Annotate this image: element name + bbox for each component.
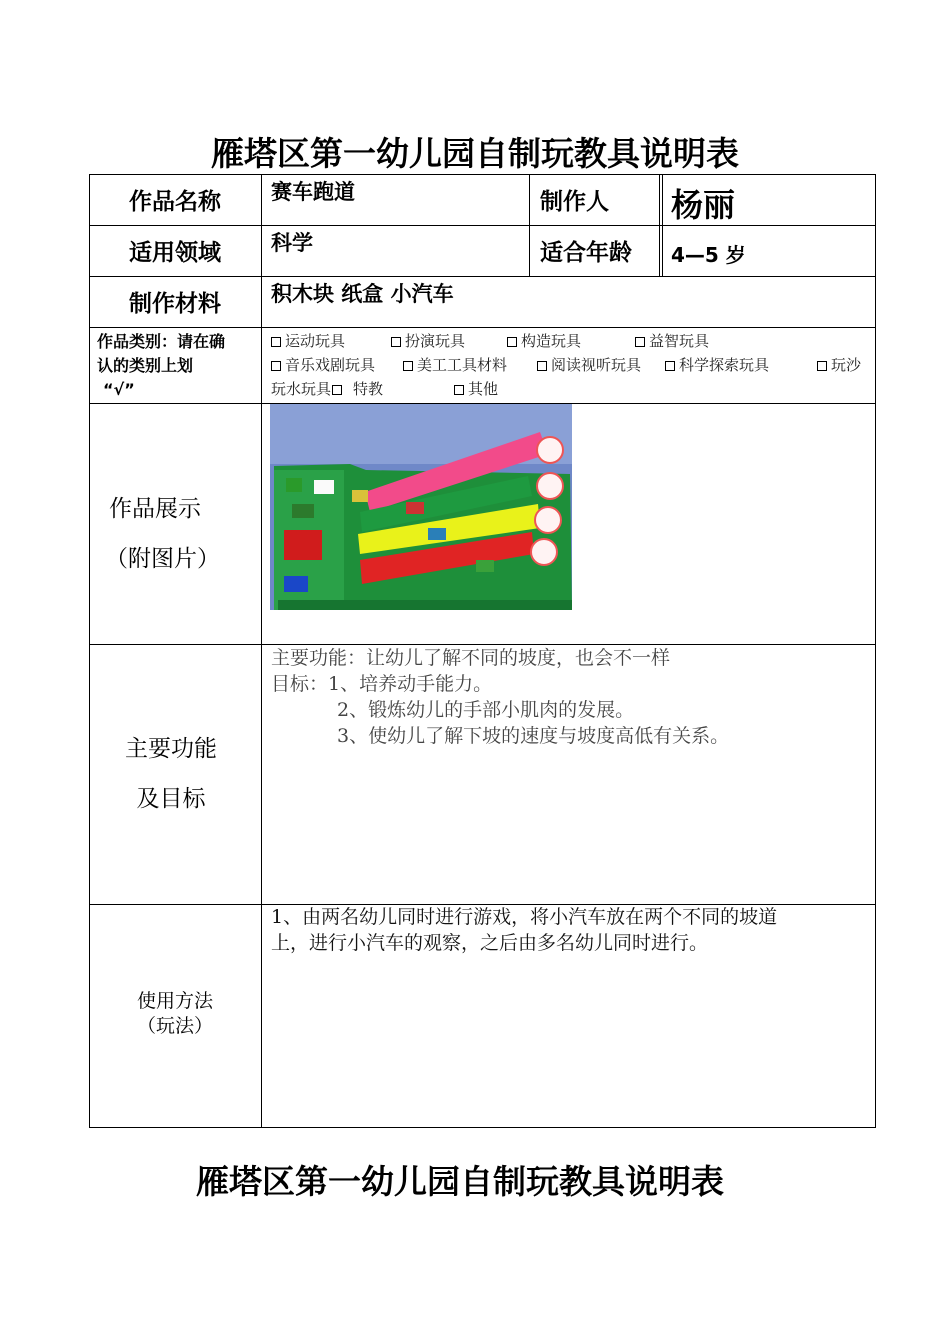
option-special-education[interactable]: 特教 bbox=[353, 380, 384, 398]
materials-value: 积木块 纸盒 小汽车 bbox=[271, 282, 454, 306]
field-value: 科学 bbox=[271, 231, 313, 255]
category-label: 作品类别：请在确 认的类别上划 “√” bbox=[97, 332, 226, 399]
option-art-tools[interactable]: 美工工具材料 bbox=[403, 353, 507, 377]
age-value: 4—5 岁 bbox=[671, 243, 746, 267]
checkbox-icon bbox=[507, 337, 517, 347]
work-name-label: 作品名称 bbox=[129, 189, 221, 215]
checkbox-icon bbox=[537, 361, 547, 371]
page-title: 雁塔区第一幼儿园自制玩教具说明表 bbox=[211, 134, 739, 173]
usage-label: 使用方法 （玩法） bbox=[136, 990, 213, 1037]
function-text: 主要功能：让幼儿了解不同的坡度，也会不一样 目标：1、培养动手能力。 2、锻炼幼儿的手部小肌肉的发展。 3、使幼儿了解下坡的速度与坡度高低有关系。 bbox=[271, 647, 730, 747]
option-sand-toy[interactable]: 玩沙 bbox=[817, 353, 861, 377]
option-sports-toy[interactable]: 运动玩具 bbox=[271, 329, 345, 353]
option-other[interactable]: 其他 bbox=[454, 377, 498, 401]
checkbox-icon bbox=[665, 361, 675, 371]
checkbox-icon bbox=[403, 361, 413, 371]
field-label: 适用领域 bbox=[129, 240, 221, 266]
checkbox-icon bbox=[454, 385, 464, 395]
option-roleplay-toy[interactable]: 扮演玩具 bbox=[391, 329, 465, 353]
checkbox-icon bbox=[635, 337, 645, 347]
checkbox-icon bbox=[332, 385, 342, 395]
form-table bbox=[89, 174, 876, 1128]
option-construction-toy[interactable]: 构造玩具 bbox=[507, 329, 581, 353]
maker-label: 制作人 bbox=[540, 189, 609, 215]
category-options bbox=[271, 329, 871, 401]
page-title-repeat: 雁塔区第一幼儿园自制玩教具说明表 bbox=[196, 1162, 724, 1201]
checkbox-icon bbox=[271, 361, 281, 371]
work-photo bbox=[270, 404, 572, 610]
checkbox-icon bbox=[817, 361, 827, 371]
option-water-toy[interactable]: 玩水玩具 bbox=[271, 377, 346, 401]
usage-text: 1、由两名幼儿同时进行游戏，将小汽车放在两个不同的坡道 上，进行小汽车的观察，之后由多名幼儿同时进行。 bbox=[271, 906, 778, 954]
option-music-drama-toy[interactable]: 音乐戏剧玩具 bbox=[271, 353, 375, 377]
function-label: 主要功能 及目标 bbox=[125, 736, 217, 812]
checkbox-icon bbox=[271, 337, 281, 347]
option-puzzle-toy[interactable]: 益智玩具 bbox=[635, 329, 709, 353]
work-name-value: 赛车跑道 bbox=[271, 180, 355, 204]
option-reading-av-toy[interactable]: 阅读视听玩具 bbox=[537, 353, 641, 377]
maker-value: 杨丽 bbox=[671, 186, 736, 224]
option-science-toy[interactable]: 科学探索玩具 bbox=[665, 353, 769, 377]
age-label: 适合年龄 bbox=[540, 240, 632, 266]
materials-label: 制作材料 bbox=[129, 291, 221, 317]
checkbox-icon bbox=[391, 337, 401, 347]
display-label: 作品展示 （附图片） bbox=[105, 496, 220, 572]
